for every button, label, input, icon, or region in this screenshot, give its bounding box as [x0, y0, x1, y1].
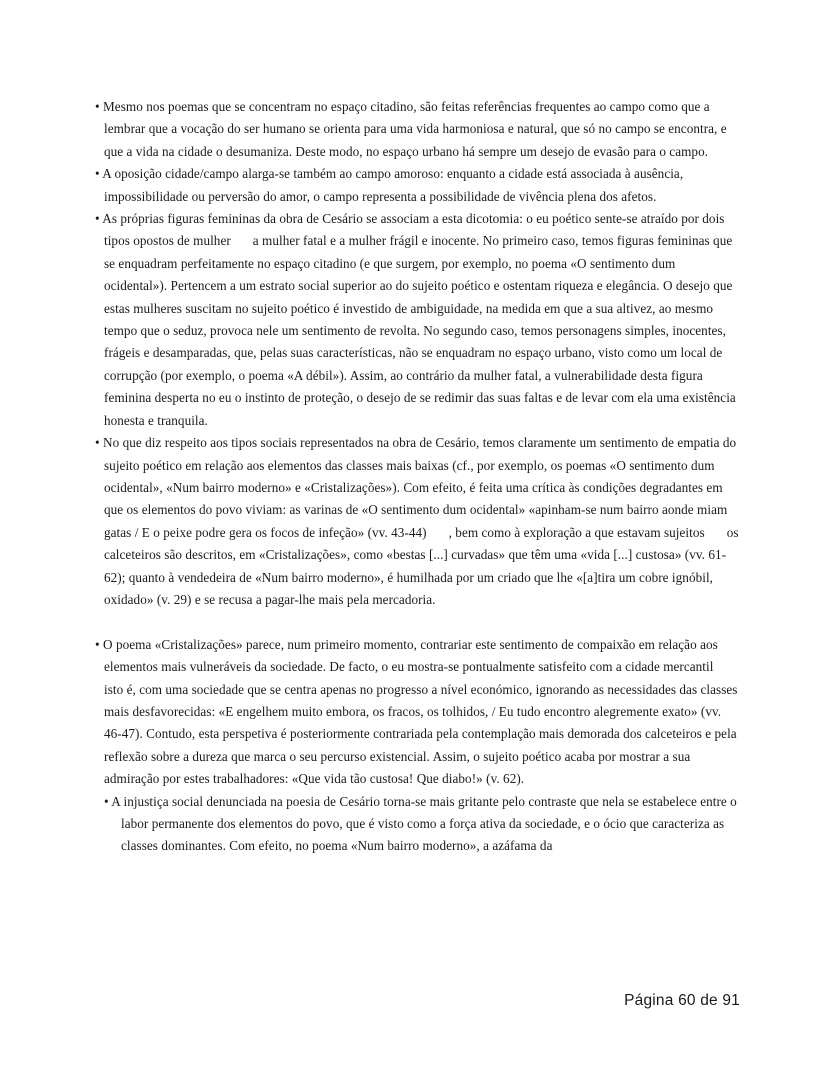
bullet-glyph: •	[95, 636, 100, 652]
paragraph-bullet	[95, 432, 740, 611]
paragraph-bullet	[95, 791, 740, 858]
paragraph-text: A injustiça social denunciada na poesia de Cesário torna-se mais gritante pelo contraste que nela se estabelece entre o labor permanente dos elementos do povo, que é visto como a força ativa da sociedade, e o ócio que caracteriza as classes dominantes. Com efeito, no poema «Num bairro moderno», a azáfama da	[111, 793, 737, 854]
paragraph-bullet	[95, 208, 740, 432]
paragraph-text: , bem como à exploração a que estavam sujeitos	[448, 524, 705, 540]
paragraph-text: Mesmo nos poemas que se concentram no espaço citadino, são feitas referências frequentes ao campo como que a lembrar que a vocação do ser humano se orienta para uma vida harmoniosa e natural, que só no campo se encontra, e que a vida na cidade o desumaniza. Deste modo, no espaço urbano há sempre um desejo de evasão para o campo.	[103, 99, 727, 159]
bullet-glyph: •	[95, 435, 100, 451]
bullet-glyph: •	[95, 211, 100, 227]
paragraph-text: os calceteiros são descritos, em «Cristalizações», como «bestas [...] curvadas» que têm uma «vida [...] custosa» (vv. 61-62); quanto à vendedeira de «Num bairro moderno», é humilhada por um criado que lhe «[a]tira um cobre ignóbil, oxidado» (v. 29) e se recusa a pagar-lhe mais pela mercadoria.	[104, 524, 739, 607]
bullet-glyph: •	[104, 793, 109, 809]
paragraph-text: As próprias figuras femininas da obra de Cesário se associam a esta dicotomia: o eu poético sente-se atraído por dois tipos opostos de mulher	[102, 211, 725, 249]
page-footer: Página 60 de 91	[624, 992, 740, 1009]
paragraph-text: O poema «Cristalizações» parece, num primeiro momento, contrariar este sentimento de compaixão em relação aos elementos mais vulneráveis da sociedade. De facto, o eu mostra-se pontualmente satisfeito com a cidade mercantil	[103, 636, 718, 675]
paragraph-bullet	[95, 634, 740, 791]
bullet-glyph: •	[95, 166, 100, 182]
paragraph-text: No que diz respeito aos tipos sociais representados na obra de Cesário, temos claramente um sentimento de empatia do sujeito poético em relação aos elementos das classes mais baixas (cf., por exemplo, os poemas «O sentimento dum ocidental», «Num bairro moderno» e «Cristalizações»). Com efeito, é feita uma crítica às condições degradantes em que os elementos do povo viviam: as varinas de «O sentimento dum ocidental» «apinham-se num bairro aonde miam gatas / E o peixe podre gera os focos de infeção» (vv. 43-44)	[103, 435, 737, 540]
bullet-glyph: •	[95, 99, 100, 114]
paragraph-bullet	[95, 163, 740, 208]
paragraph-text: A oposição cidade/campo alarga-se também ao campo amoroso: enquanto a cidade está associada à ausência, impossibilidade ou perversão do amor, o campo representa a possibilidade de vivência plena dos afetos.	[102, 166, 684, 204]
paragraph-text: isto é, com uma sociedade que se centra apenas no progresso a nível económico, ignorando as necessidades das classes mais desfavorecidas: «E engelhem muito embora, os fracos, os tolhidos, / Eu tudo encontro alegremente exato» (vv. 46-47). Contudo, esta perspetiva é posteriormente contrariada pela contemplação mais demorada dos calceteiros e pela reflexão sobre a dureza que marca o seu percurso existencial. Assim, o sujeito poético acaba por mostrar a sua admiração por estes trabalhadores: «Que vida tão custosa! Que diabo!» (v. 62).	[104, 681, 738, 787]
document-body	[95, 96, 740, 858]
paragraph-text: a mulher fatal e a mulher frágil e inocente. No primeiro caso, temos figuras femininas que se enquadram perfeitamente no espaço citadino (e que surgem, por exemplo, no poema «O sentimento dum ocidental»). Pertencem a um estrato social superior ao do sujeito poético e ostentam riqueza e elegância. O desejo que estas mulheres suscitam no sujeito poético é investido de ambiguidade, na medida em que a sua altivez, ao mesmo tempo que o seduz, provoca nele um sentimento de revolta. No segundo caso, temos personagens simples, inocentes, frágeis e desamparadas, que, pelas suas características, não se enquadram no espaço urbano, visto como um local de corrupção (por exemplo, o poema «A débil»). Assim, ao contrário da mulher fatal, a vulnerabilidade desta figura feminina desperta no eu o instinto de proteção, o desejo de se redimir das suas faltas e de levar com ela uma existência honesta e tranquila.	[104, 233, 736, 428]
paragraph-bullet	[95, 96, 740, 163]
